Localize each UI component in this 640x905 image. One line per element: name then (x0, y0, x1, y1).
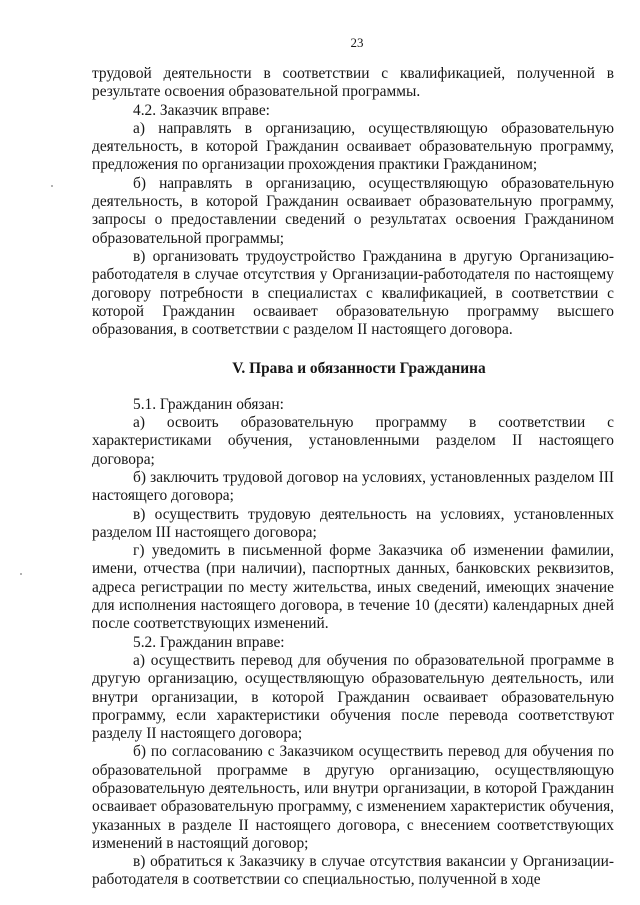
paragraph-4-1-tail: трудовой деятельности в соответствии с квалификацией, полученной в результате освоения образовательной программы. (92, 65, 614, 101)
page-number: 23 (350, 35, 364, 50)
clause-5-2-a: а) осуществить перевод для обучения по образовательной программе в другую организацию, осуществляющую образовательную деятельность, или внутри организации, в которой Гражданин осваивает образовательную программу, если характеристики обучения после перевода соответствуют разделу II настоящего договора; (92, 651, 614, 743)
scan-speck (20, 573, 22, 575)
clause-4-2-v: в) организовать трудоустройство Гражданина в другую Организацию-работодателя в случае отсутствия у Организации-работодателя по настоящему договору потребности в специалистах с квалификацией, в соответствии с которой Гражданин осваивает образовательную программу высшего образования, в соответствии с разделом II настоящего договора. (92, 247, 614, 339)
clause-4-2-a: а) направлять в организацию, осуществляющую образовательную деятельность, в которой Гражданин осваивает образовательную программу, предложения по организации прохождения практики Гражданином; (92, 119, 614, 174)
clause-5-1-b: б) заключить трудовой договор на условиях, установленных разделом III настоящего договора; (92, 468, 614, 505)
scan-speck (51, 185, 53, 187)
section-v-body (92, 396, 614, 890)
clause-5-1-g: г) уведомить в письменной форме Заказчика об изменении фамилии, имени, отчества (при наличии), паспортных данных, банковских реквизитов, адреса регистрации по месту жительства, иных сведений, имеющих значение для исполнения настоящего договора, в течение 10 (десяти) календарных дней после соответствующих изменений. (92, 542, 614, 633)
clause-4-2-b: б) направлять в организацию, осуществляющую образовательную деятельность, в которой Гражданин осваивает образовательную программу, запросы о предоставлении сведений о результатах освоения Гражданином образовательной программы; (92, 174, 614, 247)
document-page (92, 36, 614, 890)
clause-5-2-v: в) обратиться к Заказчику в случае отсутствия вакансии у Организации-работодателя в соответствии со специальностью, полученной в ходе (92, 853, 614, 889)
clause-5-1-a: а) освоить образовательную программу в соответствии с характеристиками обучения, установленными разделом II настоящего договора; (92, 414, 614, 468)
clause-5-2-heading: 5.2. Гражданин вправе: (133, 633, 285, 651)
clause-5-2-b: б) по согласованию с Заказчиком осуществить перевод для обучения по образовательной программе в другую организацию, осуществляющую образовательную деятельность, или внутри организации, в которой Гражданин осваивает образовательную программу, с изменением характеристик обучения, указанных в разделе II настоящего договора, с внесением соответствующих изменений в настоящий договор; (92, 743, 614, 852)
section-title: V. Права и обязанности Гражданина (232, 360, 486, 378)
section-iv-continuation (92, 65, 614, 339)
clause-5-1-heading: 5.1. Гражданин обязан: (133, 395, 284, 413)
clause-4-2-heading: 4.2. Заказчик вправе: (133, 101, 270, 119)
clause-5-1-v: в) осуществить трудовую деятельность на условиях, установленных разделом III настоящего договора; (92, 505, 614, 541)
